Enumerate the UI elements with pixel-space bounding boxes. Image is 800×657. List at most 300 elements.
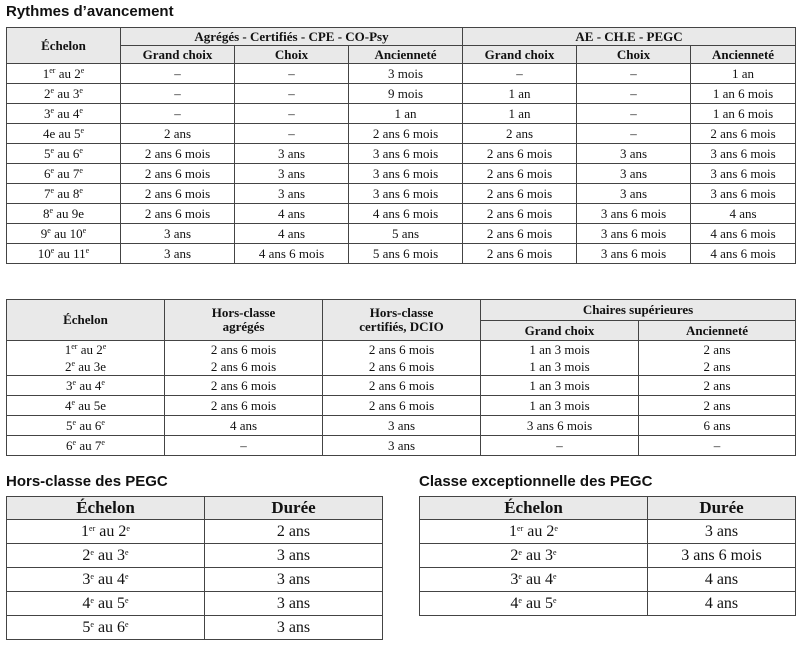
duration-cell: 3 ans (577, 164, 691, 184)
echelon-to: 7 (72, 166, 80, 181)
echelon-range (510, 595, 556, 612)
echelon-from-suffix: e (71, 359, 75, 368)
echelon-from-suffix: e (90, 572, 94, 581)
echelon-from: 6 (66, 438, 73, 453)
duration-cell: 3 ans 6 mois (349, 184, 463, 204)
echelon-connector: au (525, 595, 542, 612)
duration-cell: 4 ans (648, 568, 796, 592)
duration-cell: 3 ans (577, 144, 691, 164)
echelon-header: Échelon (420, 497, 648, 520)
echelon-from: 8 (42, 206, 50, 221)
table-row (7, 144, 796, 164)
echelon-to: 7 (94, 438, 102, 453)
duration-cell: – (577, 64, 691, 84)
duration-line: 2 ans 6 mois (368, 359, 435, 374)
echelon-to-suffix: e (101, 438, 105, 447)
duration-cell: 4 ans (235, 224, 349, 244)
echelon-range (81, 523, 130, 540)
echelon-from: 2 (64, 359, 72, 374)
echelon-from: 1 (81, 523, 90, 540)
duration-cell: 2 ans 6 mois (165, 376, 323, 396)
echelon-to: 3 (545, 547, 554, 564)
echelon-from: 9 (40, 226, 48, 241)
group-header-chaires: Chaires supérieures (481, 300, 796, 321)
echelon-cell (7, 592, 205, 616)
echelon-to-suffix: e (554, 524, 558, 533)
header-hc-agreges (165, 300, 323, 341)
echelon-from: 4 (82, 595, 91, 612)
duration-line: 2 ans 6 mois (210, 359, 277, 374)
echelon-connector: au (57, 106, 70, 121)
pegc-classe-exceptionnelle-title: Classe exceptionnelle des PEGC (419, 473, 653, 490)
hors-classe-table (6, 299, 796, 456)
duration-cell: – (121, 64, 235, 84)
duration-cell: 2 ans (121, 124, 235, 144)
echelon-to: 4 (117, 571, 126, 588)
duration-cell: 9 mois (349, 84, 463, 104)
echelon-to: 2 (74, 66, 81, 81)
echelon-to: 5 (117, 595, 126, 612)
echelon-range (65, 359, 106, 374)
group-header-agreges: Agrégés - Certifiés - CPE - CO-Psy (121, 28, 463, 46)
duration-line: 2 ans (703, 342, 731, 357)
duration-cell: – (577, 124, 691, 144)
echelon-to-suffix: e (79, 106, 83, 115)
echelon-range (43, 66, 85, 81)
echelon-cell (420, 520, 648, 544)
echelon-from-suffix: e (50, 246, 55, 255)
duration-cell: 4 ans (235, 204, 349, 224)
echelon-to: 4 (72, 106, 80, 121)
duration-cell: 1 an (463, 84, 577, 104)
duration-cell: 3 ans (205, 544, 383, 568)
echelon-range (509, 523, 558, 540)
header-line: agrégés (222, 319, 265, 334)
duration-cell: 3 ans (235, 164, 349, 184)
echelon-from: 4e (42, 126, 56, 141)
echelon-to: 6 (117, 619, 126, 636)
duration-cell: 3 ans (323, 416, 481, 436)
echelon-range (510, 547, 556, 564)
advancement-table (6, 27, 796, 264)
echelon-to-suffix: e (101, 378, 105, 387)
subheader-choix: Choix (235, 46, 349, 64)
echelon-cell (7, 164, 121, 184)
echelon-range (82, 547, 128, 564)
table-row (420, 568, 796, 592)
echelon-to-suffix: e (102, 342, 107, 351)
duration-cell: 2 ans 6 mois (121, 164, 235, 184)
echelon-range (44, 106, 83, 121)
duration-cell: – (235, 64, 349, 84)
duration-cell: 4 ans (691, 204, 796, 224)
duration-cell: 6 ans (639, 416, 796, 436)
echelon-from-suffix: er (517, 524, 524, 533)
duration-cell: 3 ans (648, 520, 796, 544)
table-row (7, 520, 383, 544)
echelon-from: 2 (82, 547, 91, 564)
table-row (7, 64, 796, 84)
table-row (420, 520, 796, 544)
duration-cell: 4 ans (648, 592, 796, 616)
echelon-cell (7, 616, 205, 640)
echelon-cell (420, 568, 648, 592)
echelon-connector: au (78, 359, 91, 374)
echelon-range (82, 595, 128, 612)
duration-cell: 4 ans 6 mois (235, 244, 349, 264)
echelon-range (44, 86, 83, 101)
echelon-to-suffix: e (85, 246, 90, 255)
duration-cell: 3 ans (121, 244, 235, 264)
duration-cell: 2 ans 6 mois (165, 396, 323, 416)
duration-cell: 5 ans (349, 224, 463, 244)
echelon-from: 4 (64, 398, 72, 413)
echelon-from-suffix: e (71, 398, 75, 407)
echelon-range (38, 246, 89, 261)
echelon-to: 2 (118, 523, 127, 540)
duration-cell: 3 ans 6 mois (691, 164, 796, 184)
echelon-connector: au (57, 146, 70, 161)
echelon-cell (7, 544, 205, 568)
duration-cell: 1 an (349, 104, 463, 124)
table-row (7, 396, 796, 416)
page-title: Rythmes d’avancement (6, 3, 174, 20)
echelon-from: 2 (510, 547, 519, 564)
echelon-to: 4 (94, 378, 102, 393)
echelon-from-suffix: e (518, 572, 522, 581)
echelon-header: Échelon (7, 300, 165, 341)
duration-cell: 4 ans (165, 416, 323, 436)
echelon-range (43, 126, 84, 141)
table-row (7, 341, 796, 376)
echelon-connector: au (97, 595, 114, 612)
echelon-to-suffix: e (80, 126, 85, 135)
duration-cell: 2 ans 6 mois (463, 224, 577, 244)
echelon-connector: au (54, 226, 67, 241)
echelon-from: 5 (66, 418, 73, 433)
echelon-from: 4 (510, 595, 519, 612)
header-hc-certifies (323, 300, 481, 341)
duration-cell: 4 ans 6 mois (349, 204, 463, 224)
table-row (7, 592, 383, 616)
echelon-from-suffix: e (90, 620, 94, 629)
echelon-connector: au (97, 619, 114, 636)
echelon-cell (7, 416, 165, 436)
echelon-range (65, 398, 106, 413)
echelon-from: 2 (44, 86, 51, 101)
echelon-from-suffix: e (90, 596, 94, 605)
echelon-from: 1 (64, 342, 72, 357)
echelon-from: 3 (510, 571, 519, 588)
echelon-cell (7, 184, 121, 204)
subheader-grand-choix: Grand choix (121, 46, 235, 64)
header-line: Hors-classe (369, 305, 434, 320)
echelon-header: Échelon (7, 28, 121, 64)
echelon-cell (7, 396, 165, 416)
echelon-from-suffix: e (47, 226, 51, 235)
echelon-to-suffix: e (79, 186, 83, 195)
table-row (7, 104, 796, 124)
subheader-grand-choix: Grand choix (463, 46, 577, 64)
table-row (7, 436, 796, 456)
duration-cell: – (165, 436, 323, 456)
echelon-to: 9e (71, 206, 85, 221)
echelon-to-suffix: e (125, 572, 129, 581)
echelon-cell (7, 104, 121, 124)
echelon-to: 6 (94, 418, 102, 433)
table-row (7, 544, 383, 568)
echelon-connector: au (57, 86, 70, 101)
echelon-to: 5 (74, 126, 81, 141)
table-row (7, 204, 796, 224)
duration-cell: – (235, 84, 349, 104)
echelon-cell (7, 64, 121, 84)
echelon-to-suffix: e (101, 418, 105, 427)
duration-cell: 3 ans 6 mois (577, 204, 691, 224)
echelon-to: 3 (72, 86, 80, 101)
duration-cell: 2 ans 6 mois (463, 184, 577, 204)
echelon-from-suffix: e (518, 596, 522, 605)
duration-cell: 3 ans 6 mois (577, 224, 691, 244)
duration-cell: 1 an 3 mois (481, 376, 639, 396)
echelon-from-suffix: e (518, 548, 522, 557)
echelon-to-suffix: e (80, 66, 85, 75)
duration-line: 2 ans (703, 359, 731, 374)
echelon-cell (7, 520, 205, 544)
echelon-from: 5 (44, 146, 51, 161)
pegc-classe-exceptionnelle-table (419, 496, 796, 616)
echelon-range (510, 571, 556, 588)
echelon-header: Échelon (7, 497, 205, 520)
duration-cell: 2 ans 6 mois (463, 144, 577, 164)
duration-cell: 3 mois (349, 64, 463, 84)
duration-cell: 3 ans 6 mois (349, 144, 463, 164)
echelon-from: 3 (44, 106, 51, 121)
duration-cell: 1 an 6 mois (691, 104, 796, 124)
subheader-grand-choix: Grand choix (481, 321, 639, 341)
duration-line: 2 ans 6 mois (210, 342, 277, 357)
duration-cell: 4 ans 6 mois (691, 244, 796, 264)
duration-cell: 3 ans 6 mois (691, 144, 796, 164)
duration-cell (165, 341, 323, 376)
echelon-cell (7, 341, 165, 376)
duration-cell: 2 ans 6 mois (463, 164, 577, 184)
table-row (7, 224, 796, 244)
echelon-range (43, 206, 84, 221)
echelon-connector: au (58, 126, 71, 141)
duration-cell: 2 ans (205, 520, 383, 544)
echelon-from-suffix: e (50, 186, 55, 195)
echelon-connector: au (79, 438, 92, 453)
echelon-from-suffix: er (49, 66, 56, 75)
duration-cell: – (577, 84, 691, 104)
echelon-range (82, 571, 128, 588)
echelon-from-suffix: er (71, 342, 78, 351)
echelon-range (82, 619, 128, 636)
echelon-from-suffix: e (90, 548, 94, 557)
duration-cell: 2 ans 6 mois (349, 124, 463, 144)
duration-cell (639, 341, 796, 376)
echelon-connector: au (99, 523, 115, 540)
echelon-connector: au (525, 571, 542, 588)
duration-cell: – (235, 104, 349, 124)
echelon-to-suffix: e (553, 548, 557, 557)
duration-cell: 3 ans (577, 184, 691, 204)
duration-cell: – (235, 124, 349, 144)
table-row (7, 568, 383, 592)
duration-cell: 5 ans 6 mois (349, 244, 463, 264)
echelon-connector: au (57, 246, 70, 261)
duration-cell: 3 ans (121, 224, 235, 244)
echelon-from-suffix: e (49, 206, 53, 215)
echelon-connector: au (97, 571, 114, 588)
duration-line: 1 an 3 mois (529, 342, 590, 357)
echelon-to: 11 (73, 246, 86, 261)
duration-cell: 2 ans 6 mois (121, 144, 235, 164)
echelon-to: 5 (545, 595, 554, 612)
duration-cell: 3 ans 6 mois (648, 544, 796, 568)
duration-cell: 1 an (691, 64, 796, 84)
echelon-cell (7, 224, 121, 244)
echelon-to-suffix: e (79, 166, 83, 175)
duration-cell: 3 ans 6 mois (691, 184, 796, 204)
echelon-range (66, 418, 105, 433)
echelon-from-suffix: e (50, 86, 55, 95)
table-row (420, 592, 796, 616)
echelon-cell (7, 436, 165, 456)
echelon-connector: au (78, 398, 91, 413)
duration-cell: 2 ans (463, 124, 577, 144)
echelon-from-suffix: e (72, 418, 77, 427)
duration-line: 1 an 3 mois (529, 359, 590, 374)
echelon-connector: au (80, 342, 93, 357)
echelon-connector: au (527, 523, 543, 540)
duration-cell: 2 ans 6 mois (463, 204, 577, 224)
duration-cell: 1 an (463, 104, 577, 124)
echelon-range (44, 166, 83, 181)
echelon-from-suffix: er (89, 524, 96, 533)
echelon-range (41, 226, 86, 241)
duration-cell: 2 ans 6 mois (323, 396, 481, 416)
duree-header: Durée (205, 497, 383, 520)
echelon-to-suffix: e (79, 86, 83, 95)
duration-cell: – (463, 64, 577, 84)
duration-cell: 4 ans 6 mois (691, 224, 796, 244)
echelon-to: 8 (72, 186, 80, 201)
subheader-anciennete: Ancienneté (349, 46, 463, 64)
echelon-from-suffix: e (50, 106, 55, 115)
duration-cell: 3 ans (205, 568, 383, 592)
echelon-from-suffix: e (50, 166, 55, 175)
echelon-to-suffix: e (125, 596, 129, 605)
echelon-from: 3 (66, 378, 73, 393)
echelon-connector: au (97, 547, 114, 564)
echelon-connector: au (57, 166, 70, 181)
duration-cell: – (121, 84, 235, 104)
duration-cell: 2 ans 6 mois (323, 376, 481, 396)
echelon-to: 4 (545, 571, 554, 588)
echelon-from-suffix: e (72, 438, 77, 447)
echelon-to-suffix: e (79, 146, 83, 155)
duration-cell: 2 ans 6 mois (691, 124, 796, 144)
echelon-to-suffix: e (553, 596, 557, 605)
echelon-range (44, 186, 83, 201)
duration-cell: 2 ans (639, 376, 796, 396)
echelon-to: 3e (93, 359, 107, 374)
echelon-cell (420, 592, 648, 616)
echelon-range (66, 438, 105, 453)
echelon-from: 6 (44, 166, 51, 181)
duration-cell: 3 ans 6 mois (349, 164, 463, 184)
duration-cell: 3 ans (323, 436, 481, 456)
echelon-range (66, 378, 105, 393)
duration-cell: 3 ans (205, 592, 383, 616)
echelon-connector: au (58, 66, 71, 81)
duration-cell: 3 ans (205, 616, 383, 640)
pegc-hors-classe-table (6, 496, 383, 640)
header-line: certifiés, DCIO (359, 319, 444, 334)
echelon-to: 5e (93, 398, 107, 413)
echelon-cell (7, 204, 121, 224)
echelon-to: 2 (546, 523, 555, 540)
table-row (7, 124, 796, 144)
duration-cell: 2 ans (639, 396, 796, 416)
table-row (7, 416, 796, 436)
duration-cell: – (121, 104, 235, 124)
echelon-from-suffix: e (50, 146, 55, 155)
duration-cell: 2 ans 6 mois (463, 244, 577, 264)
subheader-choix: Choix (577, 46, 691, 64)
header-line: Hors-classe (211, 305, 276, 320)
echelon-connector: au (57, 186, 70, 201)
echelon-from: 1 (509, 523, 518, 540)
echelon-to: 6 (72, 146, 80, 161)
echelon-cell (7, 84, 121, 104)
echelon-from: 3 (82, 571, 91, 588)
subheader-anciennete: Ancienneté (691, 46, 796, 64)
echelon-connector: au (79, 378, 92, 393)
duration-cell: 3 ans 6 mois (481, 416, 639, 436)
duration-cell: 3 ans 6 mois (577, 244, 691, 264)
echelon-from: 7 (44, 186, 51, 201)
table-row (7, 84, 796, 104)
echelon-to-suffix: e (125, 620, 129, 629)
echelon-to: 2 (96, 342, 103, 357)
duration-cell: 3 ans (235, 184, 349, 204)
echelon-cell (7, 144, 121, 164)
duration-cell (481, 341, 639, 376)
echelon-cell (7, 244, 121, 264)
subheader-anciennete: Ancienneté (639, 321, 796, 341)
table-row (7, 164, 796, 184)
duration-line: 2 ans 6 mois (368, 342, 435, 357)
group-header-ae: AE - CH.E - PEGC (463, 28, 796, 46)
echelon-connector: au (525, 547, 542, 564)
duration-cell: 1 an 6 mois (691, 84, 796, 104)
echelon-from: 5 (82, 619, 91, 636)
pegc-hors-classe-title: Hors-classe des PEGC (6, 473, 168, 490)
echelon-range (44, 146, 83, 161)
echelon-to-suffix: e (553, 572, 557, 581)
echelon-from: 1 (42, 66, 50, 81)
table-row (7, 376, 796, 396)
echelon-connector: au (79, 418, 92, 433)
duree-header: Durée (648, 497, 796, 520)
echelon-from: 10 (37, 246, 51, 261)
echelon-to-suffix: e (126, 524, 130, 533)
echelon-cell (7, 124, 121, 144)
duration-cell: – (639, 436, 796, 456)
